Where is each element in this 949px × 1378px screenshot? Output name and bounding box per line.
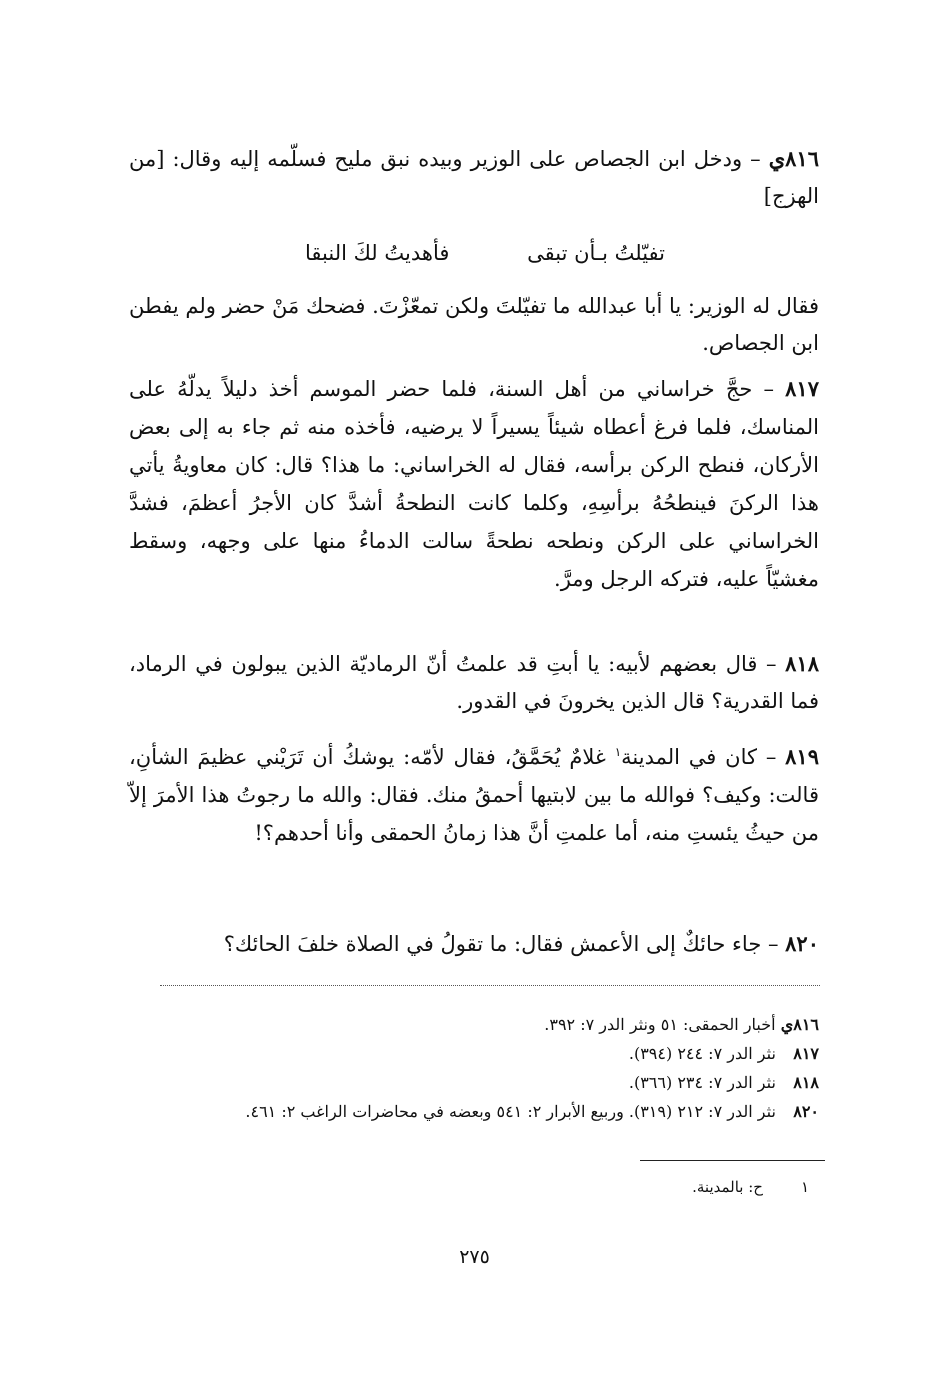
verse-first-hemistich: تفيّلتُ بـأن تبقى	[527, 241, 665, 265]
verse-second-hemistich: فأهديتُ لكَ النبقا	[305, 241, 450, 265]
source-note	[129, 1010, 819, 1039]
source-note-text: نثر الدر ٧: ٢٤٤ (٣٩٤).	[628, 1044, 776, 1063]
footnote-number: ١	[800, 1178, 809, 1196]
entry-number: ٨١٧	[785, 376, 819, 401]
entry-820	[129, 925, 819, 963]
entry-819	[129, 733, 819, 852]
source-note-text: أخبار الحمقى: ٥١ ونثر الدر ٧: ٣٩٢.	[544, 1015, 776, 1034]
footnote-separator	[640, 1160, 825, 1161]
page-number: ٢٧٥	[459, 1246, 490, 1268]
entry-817	[129, 370, 819, 598]
entry-text: – حجَّ خراساني من أهل السنة، فلما حضر الموسم أخذ دليلاً يدلّهُ على المناسك، فلما فرغ أعطاه شيئاً يسيراً لا يرضيه، فأخذه منه ثم جاء به إلى بعض الأركان، فنطح الركن برأسه، فقال له الخراساني: ما هذا؟ قال: كان معاويةُ يأتي هذا الركنَ فينطحُهُ برأسِهِ، وكلما كانت النطحةُ أشدَّ كان الأجرُ أعظمَ، فشدَّ الخراساني على الركن ونطحه نطحةً سالت الدماءُ منها على وجهه، وسقط مغشيّاً عليه، فتركه الرجل ومرَّ.	[129, 377, 819, 591]
entry-number: ٨١٩	[785, 744, 819, 769]
entry-text: – كان في المدينة	[621, 745, 786, 769]
source-note-number: ٨١٧	[793, 1044, 819, 1063]
entry-number: ٨١٨	[785, 651, 819, 676]
entry-818	[129, 645, 819, 720]
entry-text: – جاء حائكٌ إلى الأعمش فقال: ما تقولُ في الصلاة خلفَ الحائك؟	[223, 932, 786, 956]
entry-text: – قال بعضهم لأبيه: يا أبتِ قد علمتُ أنّ الرماديّة الذين يبولون في الرماد، فما القدرية؟ قال الذين يخرونَ في القدور.	[129, 652, 819, 713]
source-note	[129, 1039, 819, 1068]
source-notes	[129, 1010, 819, 1126]
source-note-number: ٨١٦ي	[780, 1015, 819, 1034]
entry-text: غلامٌ يُحَمَّقُ، فقال لأمّه: يوشكُ أن تَرَيْني عظيمَ الشأنِ، قالت: وكيف؟ فوالله ما بين لابتيها أحمقُ منك. فقال: والله ما رجوتُ هذا الأمرَ إلاّ من حيثُ يئستِ منه، أما علمتِ أنَّ هذا زمانُ الحمقى وأنا أحدهم؟!	[129, 745, 819, 845]
entry-number: ٨٢٠	[785, 931, 819, 956]
source-note-text: نثر الدر ٧: ٢٣٤ (٣٦٦).	[628, 1073, 776, 1092]
footnote	[692, 1175, 809, 1199]
entry-number: ٨١٦ي	[768, 146, 819, 171]
source-note	[129, 1068, 819, 1097]
source-note	[129, 1097, 819, 1126]
source-note-number: ٨٢٠	[793, 1102, 819, 1121]
entry-816	[129, 140, 819, 215]
source-note-number: ٨١٨	[793, 1073, 819, 1092]
footnote-text: ح: بالمدينة.	[692, 1178, 763, 1196]
entry-816-continuation: فقال له الوزير: يا أبا عبدالله ما تفيّلتَ ولكن تمعّزْتَ. فضحك مَنْ حضر ولم يفطن ابن الجصاص.	[129, 294, 819, 355]
entry-text: – ودخل ابن الجصاص على الوزير وبيده نبق مليح فسلّمه إليه وقال: [من الهزج]	[129, 147, 819, 208]
dotted-separator	[160, 985, 820, 986]
footnote-marker: ١	[614, 745, 622, 759]
source-note-text: نثر الدر ٧: ٢١٢ (٣١٩). وربيع الأبرار ٢: ٥٤١ وبعضه في محاضرات الراغب ٢: ٤٦١.	[245, 1102, 776, 1121]
